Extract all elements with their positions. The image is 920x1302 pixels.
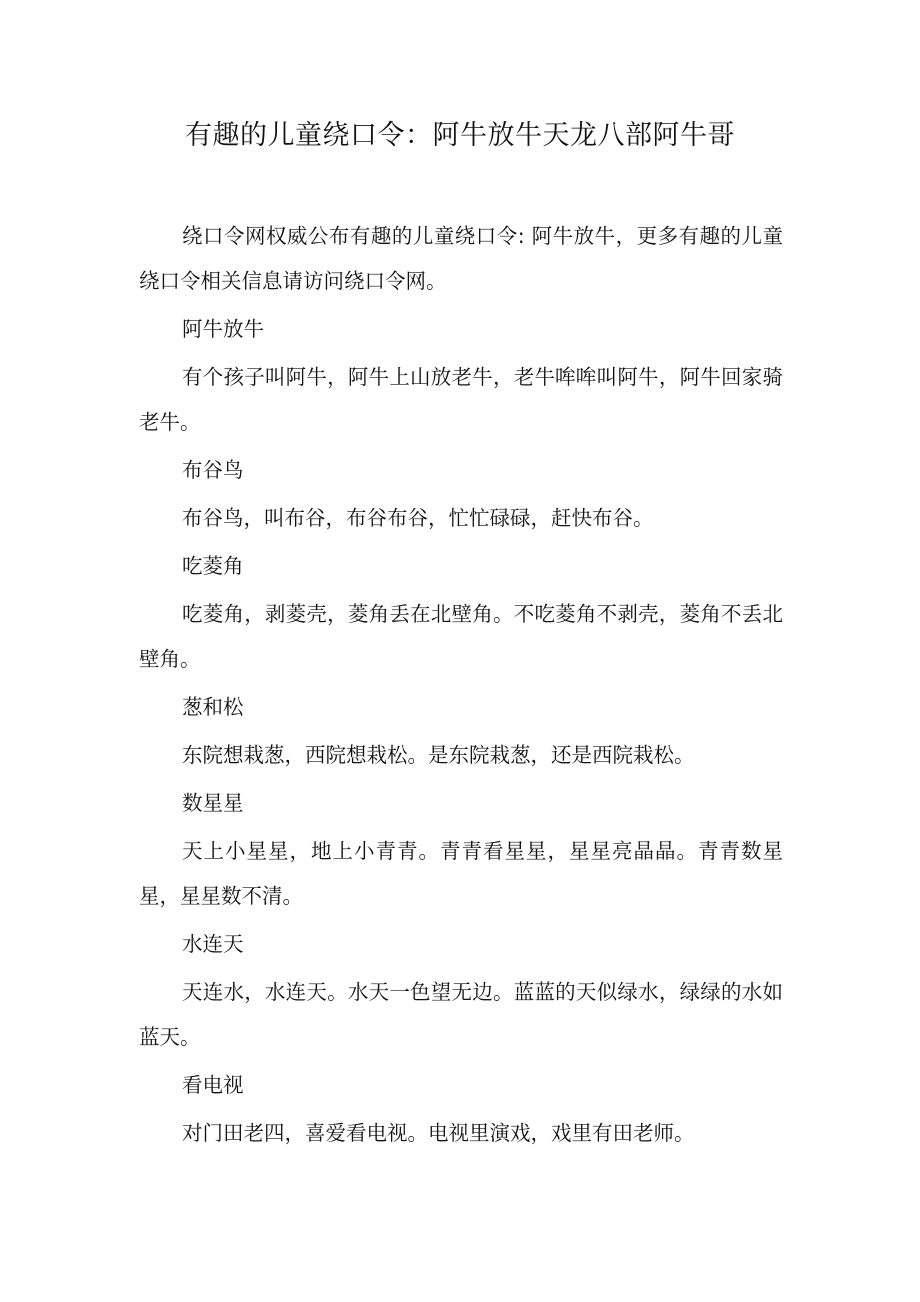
intro-paragraph: 绕口令网权威公布有趣的儿童绕口令: 阿牛放牛，更多有趣的儿童绕口令相关信息请访问绕口令网。 (139, 224, 783, 293)
section-text: 天上小星星，地上小青青。青青看星星，星星亮晶晶。青青数星星，星星数不清。 (139, 839, 783, 908)
section-heading: 葱和松 (182, 695, 244, 719)
section-text: 东院想栽葱，西院想栽松。是东院栽葱，还是西院栽松。 (182, 743, 695, 767)
section-heading: 吃菱角 (182, 554, 244, 578)
section-heading: 阿牛放牛 (182, 317, 264, 341)
section-heading: 布谷鸟 (182, 458, 244, 482)
section-heading: 数星星 (182, 791, 244, 815)
section-text: 吃菱角，剥菱壳，菱角丢在北壁角。不吃菱角不剥壳，菱角不丢北壁角。 (139, 602, 783, 671)
document-body (139, 214, 783, 1159)
section-heading: 看电视 (182, 1073, 244, 1097)
section-text: 有个孩子叫阿牛，阿牛上山放老牛，老牛哞哞叫阿牛，阿牛回家骑老牛。 (139, 365, 783, 434)
section-text: 对门田老四，喜爱看电视。电视里演戏，戏里有田老师。 (182, 1121, 695, 1145)
section-text: 天连水，水连天。水天一色望无边。蓝蓝的天似绿水，绿绿的水如蓝天。 (139, 980, 783, 1049)
section-heading: 水连天 (182, 932, 244, 956)
section-text: 布谷鸟，叫布谷，布谷布谷，忙忙碌碌，赶快布谷。 (182, 506, 654, 530)
document-title: 有趣的儿童绕口令：阿牛放牛天龙八部阿牛哥 (185, 120, 735, 151)
